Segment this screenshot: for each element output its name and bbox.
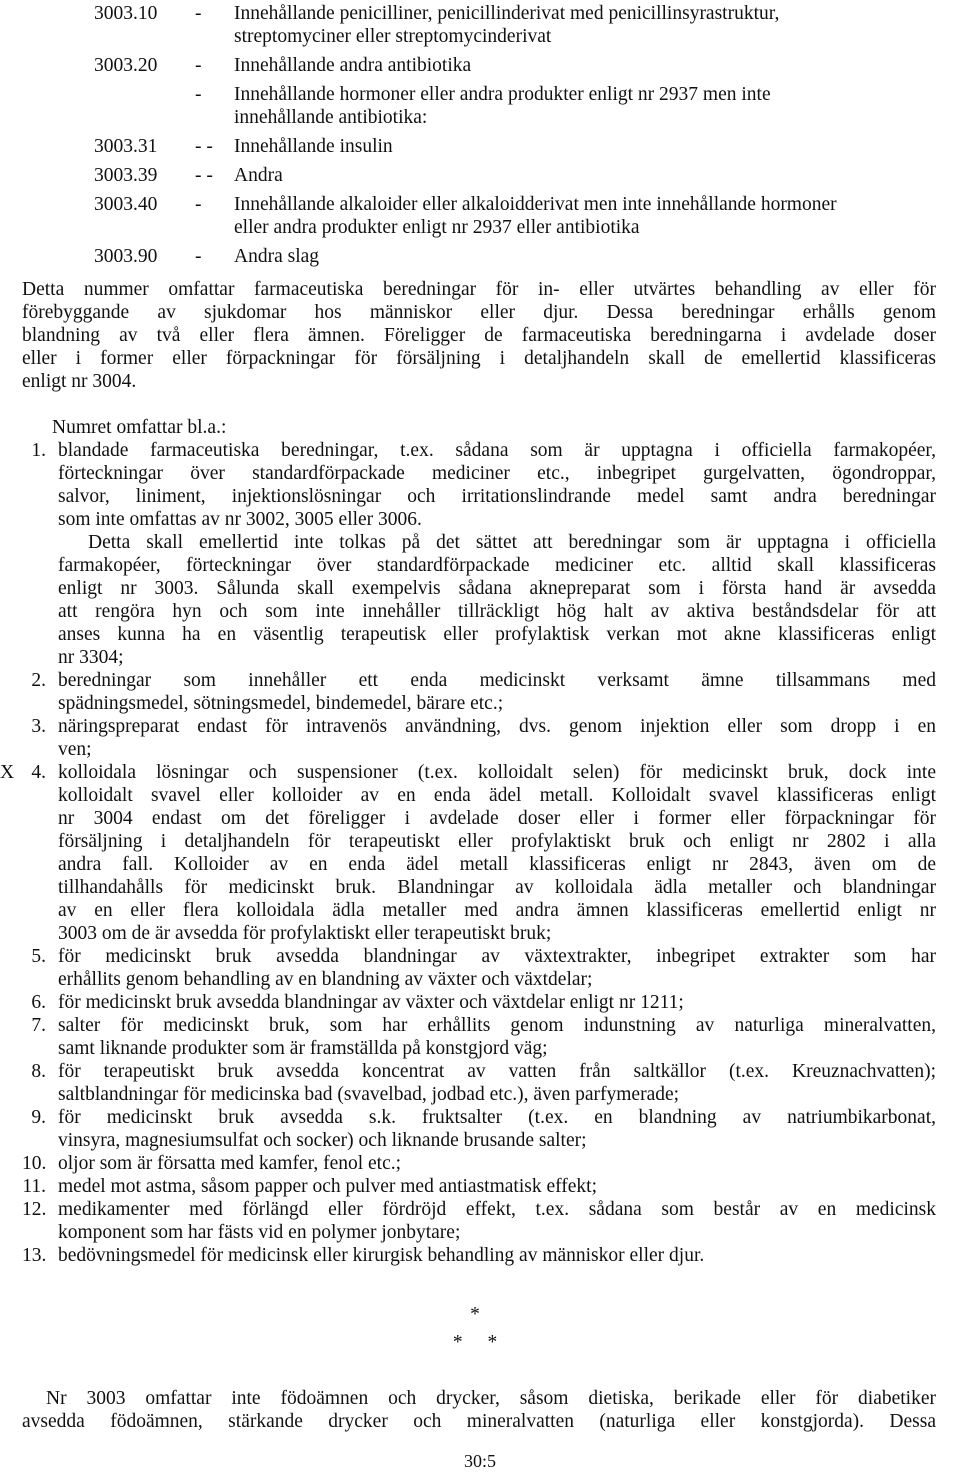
list-item [22, 715, 936, 761]
tariff-row [94, 83, 960, 106]
list-intro: Numret omfattar bl.a.: [52, 417, 227, 438]
closing-line: Nr 3003 omfattar inte födoämnen och drycker, såsom dietiska, berikade eller för diabetiker [46, 1388, 936, 1409]
row-gap [94, 268, 960, 274]
list-item [22, 991, 936, 1014]
list-item [22, 1106, 936, 1152]
item-line: för medicinskt bruk avsedda blandningar av växter och växtdelar enligt nr 1211; [58, 992, 684, 1013]
item-number: 7. [31, 1015, 46, 1036]
intro-line: förebyggande av sjukdomar hos människor eller djur. Dessa beredningar erhålls genom [22, 302, 936, 323]
item-line: samt liknande produkter som är framställda på konstgjord väg; [58, 1038, 548, 1059]
separator-stars: * * [452, 1332, 508, 1353]
list-item [22, 1152, 936, 1175]
item-line: av en eller flera kolloidala ädla metaller med andra ämnen klassificeras emellertid enligt nr [58, 900, 936, 921]
item-number: 1. [31, 440, 46, 461]
item-number: 10. [22, 1153, 47, 1174]
intro-line: Detta nummer omfattar farmaceutiska beredningar för in- eller utvärtes behandling av eller för [22, 279, 936, 300]
item-line: komponent som har fästs vid en polymer jonbytare; [58, 1222, 461, 1243]
item-number: 8. [31, 1061, 46, 1082]
item-number: 11. [22, 1176, 46, 1197]
tariff-level-dash: - [195, 84, 202, 105]
item-line: saltblandningar för medicinska bad (svavelbad, jodbad etc.), även parfymerade; [58, 1084, 680, 1105]
tariff-row [94, 245, 960, 268]
tariff-description: eller andra produkter enligt nr 2937 eller antibiotika [234, 217, 640, 238]
tariff-description: Andra [234, 165, 283, 186]
item-number: 2. [31, 670, 46, 691]
separator-star: * [470, 1304, 490, 1325]
item-list [0, 439, 936, 1267]
tariff-description: Innehållande andra antibiotika [234, 55, 472, 76]
item-line: salter för medicinskt bruk, som har erhållits genom indunstning av naturliga mineralvatten, [58, 1015, 936, 1036]
tariff-row [94, 54, 960, 77]
intro-paragraph [22, 278, 936, 393]
item-line: ven; [58, 739, 92, 760]
item-line: medikamenter med förlängd eller fördröjd effekt, t.ex. sådana som består av en medicinsk [58, 1199, 936, 1220]
tariff-row [94, 216, 960, 239]
list-item [22, 1175, 936, 1198]
list-item [22, 439, 936, 531]
item-line: tillhandahålls för medicinskt bruk. Blandningar av kolloidala ädla metaller och blandningar [58, 877, 936, 898]
tariff-row [94, 164, 960, 187]
explanatory-notes [0, 278, 936, 1267]
intro-line: blandning av två eller flera ämnen. Föreligger de farmaceutiska beredningarna i avdelade doser [22, 325, 936, 346]
item-line: vinsyra, magnesiumsulfat och socker) och liknande brusande salter; [58, 1130, 587, 1151]
tariff-row [94, 25, 960, 48]
item-line: näringspreparat endast för intravenös användning, dvs. genom injektion eller som dropp i en [58, 716, 936, 737]
closing-paragraph [22, 1387, 936, 1433]
item-line: enligt nr 3003. Sålunda skall exempelvis sådana aknepreparat som i första hand är avsedda [58, 578, 936, 599]
tariff-level-dash: - - [195, 165, 213, 186]
item-line: anses kunna ha en väsentlig terapeutisk eller profylaktisk verkan mot akne klassificeras enligt [58, 624, 936, 645]
item-line: oljor som är försatta med kamfer, fenol etc.; [58, 1153, 402, 1174]
item-line: kolloidalt svavel eller kolloider av en enda ädel metall. Kolloidalt svavel klassificeras enligt [58, 785, 936, 806]
tariff-level-dash: - [195, 246, 202, 267]
list-item [22, 1244, 936, 1267]
item-number: 4. [31, 762, 46, 783]
item-number: 6. [31, 992, 46, 1013]
item-line: erhållits genom behandling av en blandning av växter och växtdelar; [58, 969, 593, 990]
item-line: förteckningar över standardförpackade mediciner etc., inbegripet gurgelvatten, ögondroppar, [58, 463, 936, 484]
item-line: för medicinskt bruk avsedda s.k. fruktsalter (t.ex. en blandning av natriumbikarbonat, [58, 1107, 936, 1128]
list-item [22, 1198, 936, 1244]
tariff-row [94, 2, 960, 25]
item-number: 3. [31, 716, 46, 737]
item-line: att rengöra hyn och som inte innehåller tillräckligt hög halt av aktiva beståndsdelar för att [58, 601, 936, 622]
item-line: salvor, liniment, injektionslösningar och irritationslindrande medel samt andra beredningar [58, 486, 936, 507]
item-line: kolloidala lösningar och suspensioner (t.ex. kolloidalt selen) för medicinskt bruk, dock inte [58, 762, 936, 783]
item-line: bedövningsmedel för medicinsk eller kirurgisk behandling av människor eller djur. [58, 1245, 705, 1266]
tariff-description: Innehållande insulin [234, 136, 393, 157]
item-number: 9. [31, 1107, 46, 1128]
list-item [0, 761, 936, 945]
item-number: 5. [31, 946, 46, 967]
intro-line: eller i former eller förpackningar för försäljning i detaljhandeln skall de emellertid klassificeras [22, 348, 936, 369]
list-item [22, 1014, 936, 1060]
tariff-table [94, 2, 960, 274]
item-line: medel mot astma, såsom papper och pulver med antiastmatisk effekt; [58, 1176, 597, 1197]
item-line: beredningar som innehåller ett enda medicinskt verksamt ämne tillsammans med [58, 670, 936, 691]
page-number: 30:5 [463, 1451, 496, 1471]
item-line: nr 3304; [58, 647, 124, 668]
tariff-description: innehållande antibiotika: [234, 107, 428, 128]
item-number: 12. [22, 1199, 47, 1220]
list-item [22, 669, 936, 715]
item-line: andra fall. Kolloider av en enda ädel metall klassificeras enligt nr 2843, även om de [58, 854, 936, 875]
item-line: 3003 om de är avsedda för profylaktiskt eller terapeutiskt bruk; [58, 923, 552, 944]
item-line: Detta skall emellertid inte tolkas på det sättet att beredningar som är upptagna i officiella [88, 532, 936, 553]
tariff-description: Innehållande alkaloider eller alkaloidderivat men inte innehållande hormoner [234, 194, 837, 215]
tariff-code: 3003.31 [94, 136, 158, 157]
closing-line: avsedda födoämnen, stärkande drycker och mineralvatten (naturliga eller konstgjorda). Dessa [22, 1411, 936, 1432]
intro-line: enligt nr 3004. [22, 371, 137, 392]
tariff-level-dash: - [195, 194, 202, 215]
item-line: farmakopéer, förteckningar över standardförpackade mediciner etc. alltid skall klassificeras [58, 555, 936, 576]
tariff-row [94, 106, 960, 129]
tariff-description: Andra slag [234, 246, 320, 267]
item-line: för terapeutiskt bruk avsedda koncentrat av vatten från saltkällor (t.ex. Kreuznachvatten); [58, 1061, 936, 1082]
tariff-description: Innehållande hormoner eller andra produkter enligt nr 2937 men inte [234, 84, 771, 105]
tariff-level-dash: - [195, 55, 202, 76]
tariff-code: 3003.20 [94, 55, 158, 76]
tariff-row [94, 135, 960, 158]
tariff-level-dash: - - [195, 136, 213, 157]
list-item [22, 945, 936, 991]
item-number: 13. [22, 1245, 47, 1266]
margin-mark-x: X [0, 762, 15, 783]
tariff-code: 3003.39 [94, 165, 158, 186]
item-line: spädningsmedel, sötningsmedel, bindemedel, bärare etc.; [58, 693, 504, 714]
tariff-description: streptomyciner eller streptomycinderivat [234, 26, 552, 47]
item-line: blandade farmaceutiska beredningar, t.ex. sådana som är upptagna i officiella farmakopéer, [58, 440, 936, 461]
tariff-code: 3003.40 [94, 194, 158, 215]
item-line: nr 3004 endast om det föreligger i avdelade doser eller i former eller förpackningar för [58, 808, 936, 829]
tariff-level-dash: - [195, 3, 202, 24]
item-line: för medicinskt bruk avsedda blandningar av växtextrakter, inbegripet extrakter som har [58, 946, 936, 967]
tariff-code: 3003.10 [94, 3, 158, 24]
tariff-description: Innehållande penicilliner, penicillinderivat med penicillinsyrastruktur, [234, 3, 780, 24]
tariff-code: 3003.90 [94, 246, 158, 267]
item-line: som inte omfattas av nr 3002, 3005 eller 3006. [58, 509, 422, 530]
item-line: försäljning i detaljhandeln för terapeutiskt eller profylaktiskt bruk och enligt nr 2802 i alla [58, 831, 936, 852]
list-item [22, 1060, 936, 1106]
list-item [22, 531, 936, 669]
tariff-row [94, 193, 960, 216]
